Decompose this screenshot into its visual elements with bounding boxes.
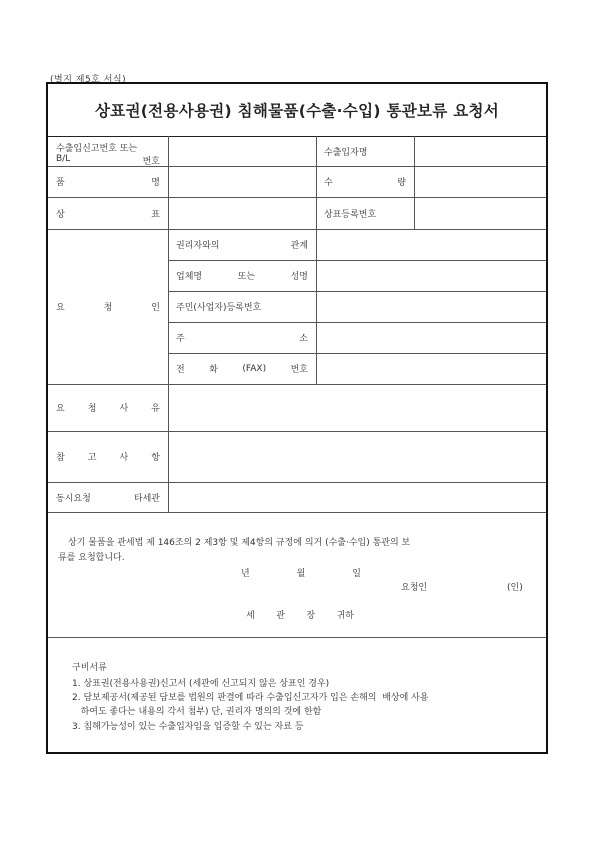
company-field[interactable] — [317, 260, 546, 291]
seal-mark: (인) — [507, 583, 523, 593]
number-text: 번호 — [142, 157, 160, 167]
date-line — [241, 567, 361, 582]
simultaneous-text-1: 동시요청 — [56, 493, 91, 504]
phone-text-2: 화 — [209, 365, 218, 375]
item-label-part2: 명 — [151, 178, 160, 188]
day-label: 일 — [352, 569, 361, 579]
trademark-reg-label: 상표등록번호 — [324, 209, 377, 220]
company-text-3: 성명 — [290, 272, 308, 282]
phone-text-1: 전 — [176, 365, 185, 375]
phone-text-4: 번호 — [290, 365, 308, 375]
company-label — [168, 260, 316, 291]
phone-label — [168, 353, 316, 384]
relation-text-2: 관계 — [290, 241, 308, 251]
trademark-field[interactable] — [169, 197, 316, 229]
reason-char-3: 사 — [119, 404, 129, 414]
reason-label — [48, 384, 168, 431]
document-item-3: 3. 침해가능성이 있는 수출입자임을 입증할 수 있는 자료 등 — [72, 722, 304, 732]
note-char-2: 고 — [87, 453, 97, 463]
document-item-2: 2. 담보제공서(제공된 담보를 법원의 판결에 따라 수출입신고자가 입은 손해의 배상에 사용 — [72, 693, 429, 703]
requester-char-3: 인 — [151, 303, 160, 313]
reason-char-4: 유 — [151, 404, 160, 414]
trademark-label-part2: 표 — [151, 209, 160, 220]
trademark-reg-field[interactable] — [415, 197, 546, 229]
recipient-line — [246, 609, 354, 624]
item-label-part1: 품 — [56, 178, 65, 188]
note-field[interactable] — [169, 431, 546, 482]
relation-label — [168, 229, 316, 260]
reason-field[interactable] — [169, 384, 546, 431]
relation-field[interactable] — [317, 229, 546, 260]
address-char-2: 소 — [299, 334, 308, 344]
export-no-field[interactable] — [169, 136, 316, 166]
item-name-field[interactable] — [169, 166, 316, 197]
bl-text: B/L — [56, 154, 71, 164]
id-number-field[interactable] — [317, 291, 546, 322]
document-item-2-continued: 하여도 좋다는 내용의 각서 첨부) 단, 권리자 명의의 것에 한함 — [72, 707, 322, 717]
address-field[interactable] — [317, 322, 546, 353]
quantity-label-part1: 수 — [324, 178, 333, 188]
month-label: 월 — [296, 569, 306, 579]
trademark-label — [48, 197, 168, 229]
note-char-3: 사 — [119, 453, 129, 463]
declaration-line-1 — [58, 536, 538, 551]
quantity-label — [316, 166, 414, 197]
note-char-4: 항 — [151, 453, 160, 463]
reason-char-1: 요 — [56, 404, 65, 414]
recipient-char-3: 장 — [306, 611, 316, 621]
signer-label: 요청인 — [401, 583, 428, 593]
importer-name-label: 수출입자명 — [324, 147, 368, 158]
simultaneous-request-label — [48, 482, 168, 512]
phone-text-3: (FAX) — [242, 363, 267, 374]
simultaneous-text-2: 타세관 — [133, 493, 160, 504]
export-no-label-line1: 수출입신고번호 또는 — [56, 144, 138, 154]
quantity-label-part2: 량 — [397, 178, 406, 188]
trademark-label-part1: 상 — [56, 209, 65, 220]
company-text-2: 또는 — [237, 272, 256, 282]
year-label: 년 — [241, 569, 250, 579]
documents-heading: 구비서류 — [72, 663, 107, 673]
declaration-text-1: 상기 물품을 관세법 제 146조의 2 제3항 및 제4항의 규정에 의거 (수출·수입) 통관의 보 — [68, 538, 411, 548]
document-item-1: 1. 상표권(전용사용권)신고서 (세관에 신고되지 않은 상표인 경우) — [72, 679, 330, 689]
export-no-label — [48, 136, 168, 166]
address-char-1: 주 — [176, 334, 185, 344]
importer-name-field[interactable] — [415, 136, 546, 166]
requester-char-2: 청 — [103, 303, 113, 313]
address-label — [168, 322, 316, 353]
requester-char-1: 요 — [56, 303, 65, 313]
requester-label — [48, 229, 168, 384]
recipient-char-1: 세 — [246, 611, 255, 621]
simultaneous-request-field[interactable] — [169, 482, 546, 512]
request-form — [46, 82, 548, 754]
recipient-char-4: 귀하 — [336, 611, 354, 621]
quantity-field[interactable] — [415, 166, 546, 197]
company-text-1: 업체명 — [176, 272, 203, 282]
recipient-char-2: 관 — [276, 611, 285, 621]
phone-field[interactable] — [317, 353, 546, 384]
note-char-1: 참 — [56, 453, 65, 463]
item-name-label — [48, 166, 168, 197]
form-number-label: (별지 제5호 서식) — [50, 75, 127, 85]
form-title: 상표권(전용사용권) 침해물품(수출·수입) 통관보류 요청서 — [48, 84, 546, 137]
declaration-line-2: 류를 요청합니다. — [58, 553, 125, 563]
relation-text-1: 권리자와의 — [176, 241, 220, 251]
note-label — [48, 431, 168, 482]
reason-char-2: 청 — [87, 404, 97, 414]
id-number-label: 주민(사업자)등록번호 — [176, 303, 262, 313]
